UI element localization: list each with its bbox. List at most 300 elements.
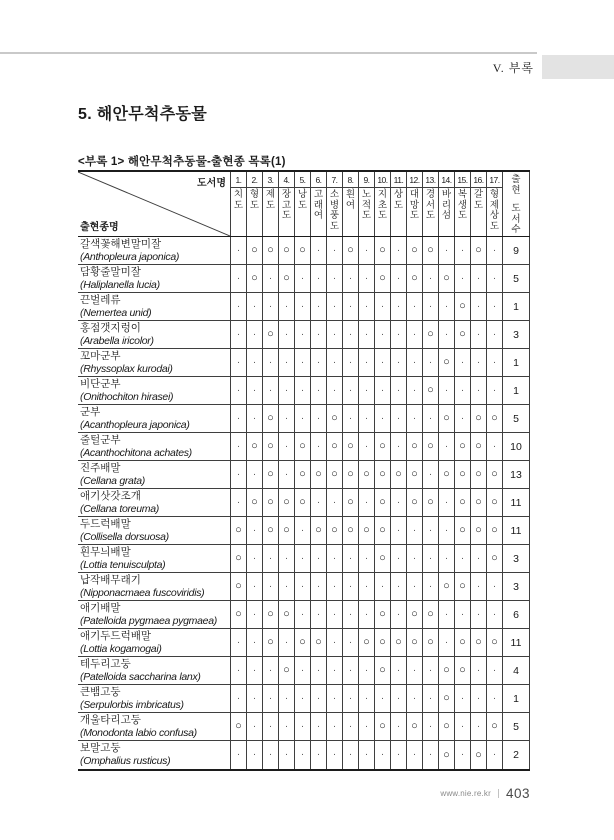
presence-cell [278, 545, 294, 572]
species-korean-name: 갈색꽃해변말미잘 [80, 238, 162, 250]
island-name-char: 낭 [297, 189, 308, 200]
presence-cell [486, 685, 502, 712]
species-cell [78, 573, 230, 600]
footer-divider [498, 789, 499, 798]
absence-dot: · [252, 412, 257, 424]
absence-dot: · [252, 524, 257, 536]
absence-dot: · [396, 328, 401, 340]
species-cell [78, 377, 230, 404]
presence-cell [438, 601, 454, 628]
presence-cell [486, 657, 502, 684]
total-count-cell: 11 [502, 517, 530, 544]
presence-circle: ○ [267, 328, 274, 340]
presence-circle: ○ [299, 636, 306, 648]
absence-dot: · [492, 692, 497, 704]
presence-cell [326, 545, 342, 572]
presence-cell [406, 265, 422, 292]
species-cell [78, 685, 230, 712]
absence-dot: · [460, 749, 465, 760]
species-latin-name: (Cellana toreuma) [80, 503, 159, 515]
absence-dot: · [444, 552, 449, 564]
presence-cell [326, 573, 342, 600]
species-cell [78, 237, 230, 264]
presence-cell [486, 545, 502, 572]
absence-dot: · [380, 692, 385, 704]
presence-circle: ○ [347, 496, 354, 508]
absence-dot: · [444, 300, 449, 312]
absence-dot: · [348, 692, 353, 704]
presence-cell [454, 545, 470, 572]
presence-cell [262, 405, 278, 432]
presence-circle: ○ [459, 440, 466, 452]
presence-cell [422, 517, 438, 544]
island-column-header [246, 172, 262, 236]
presence-cell [406, 321, 422, 348]
presence-cell [422, 349, 438, 376]
presence-cell [470, 321, 486, 348]
presence-cell [326, 461, 342, 488]
presence-cell [262, 657, 278, 684]
presence-cell [454, 713, 470, 740]
absence-dot: · [284, 636, 289, 648]
presence-circle: ○ [331, 468, 338, 480]
absence-dot: · [316, 552, 321, 564]
presence-cell [406, 741, 422, 769]
absence-dot: · [252, 384, 257, 396]
presence-cell [486, 237, 502, 264]
island-name-char: 흰 [345, 189, 356, 200]
presence-cell [470, 377, 486, 404]
presence-cell [262, 489, 278, 516]
presence-cell [326, 237, 342, 264]
presence-cell [374, 573, 390, 600]
species-korean-name: 비단군부 [80, 378, 121, 390]
absence-dot: · [236, 300, 241, 312]
total-header-char: 도 [511, 203, 521, 215]
island-number: 8. [343, 172, 358, 188]
absence-dot: · [412, 356, 417, 368]
presence-cell [310, 741, 326, 769]
absence-dot: · [316, 356, 321, 368]
presence-cell [470, 293, 486, 320]
absence-dot: · [492, 580, 497, 592]
presence-cell [342, 685, 358, 712]
presence-cell [486, 573, 502, 600]
presence-cell [390, 489, 406, 516]
absence-dot: · [332, 328, 337, 340]
presence-cell [470, 489, 486, 516]
island-number: 10. [375, 172, 390, 188]
absence-dot: · [460, 692, 465, 704]
presence-circle: ○ [315, 636, 322, 648]
presence-cell [486, 713, 502, 740]
presence-cell [278, 713, 294, 740]
total-count-cell: 1 [502, 685, 530, 712]
presence-cell [438, 685, 454, 712]
island-name [439, 188, 454, 236]
absence-dot: · [492, 440, 497, 452]
presence-circle: ○ [443, 468, 450, 480]
island-name [391, 188, 406, 236]
presence-cell [422, 265, 438, 292]
presence-cell [326, 489, 342, 516]
presence-cell [310, 657, 326, 684]
presence-cell [374, 349, 390, 376]
presence-cell [230, 657, 246, 684]
presence-circle: ○ [267, 440, 274, 452]
species-latin-name: (Acanthochitona achates) [80, 447, 192, 459]
island-name-char: 병 [329, 199, 340, 211]
presence-cell [486, 293, 502, 320]
presence-cell [326, 265, 342, 292]
absence-dot: · [492, 749, 497, 760]
presence-circle: ○ [379, 720, 386, 732]
presence-cell [438, 321, 454, 348]
presence-cell [390, 517, 406, 544]
absence-dot: · [252, 356, 257, 368]
absence-dot: · [364, 664, 369, 676]
absence-dot: · [268, 384, 273, 396]
presence-circle: ○ [379, 272, 386, 284]
presence-cell [470, 629, 486, 656]
absence-dot: · [252, 300, 257, 312]
absence-dot: · [348, 272, 353, 284]
presence-cell [310, 349, 326, 376]
absence-dot: · [460, 412, 465, 424]
presence-cell [374, 601, 390, 628]
absence-dot: · [364, 552, 369, 564]
presence-cell [278, 349, 294, 376]
presence-circle: ○ [395, 468, 402, 480]
presence-circle: ○ [235, 608, 242, 620]
species-korean-name: 꼬마군부 [80, 350, 121, 362]
presence-circle: ○ [315, 468, 322, 480]
island-name-char: 도 [377, 210, 388, 222]
presence-cell [278, 741, 294, 769]
absence-dot: · [380, 356, 385, 368]
presence-cell [342, 265, 358, 292]
presence-cell [342, 321, 358, 348]
presence-cell [374, 405, 390, 432]
absence-dot: · [268, 356, 273, 368]
island-name-char: 도 [297, 199, 308, 211]
presence-cell [230, 685, 246, 712]
presence-cell [246, 321, 262, 348]
presence-cell [486, 377, 502, 404]
presence-cell [310, 321, 326, 348]
presence-circle: ○ [299, 468, 306, 480]
table-row [78, 629, 530, 657]
presence-cell [406, 685, 422, 712]
presence-cell [390, 321, 406, 348]
island-name-char: 도 [409, 210, 420, 222]
presence-cell [422, 293, 438, 320]
section-label: V. 부록 [492, 61, 534, 75]
presence-cell [326, 405, 342, 432]
absence-dot: · [236, 328, 241, 340]
absence-dot: · [492, 384, 497, 396]
presence-cell [262, 377, 278, 404]
presence-cell [342, 741, 358, 769]
species-cell [78, 517, 230, 544]
absence-dot: · [364, 720, 369, 732]
presence-circle: ○ [251, 272, 258, 284]
presence-cell [326, 349, 342, 376]
presence-cell [390, 293, 406, 320]
presence-cell [294, 713, 310, 740]
absence-dot: · [300, 692, 305, 704]
island-name [407, 188, 422, 236]
species-korean-name: 애기두드럭배말 [80, 630, 152, 642]
absence-dot: · [476, 272, 481, 284]
species-latin-name: (Serpulorbis imbricatus) [80, 699, 184, 711]
presence-cell [358, 433, 374, 460]
absence-dot: · [492, 356, 497, 368]
absence-dot: · [316, 496, 321, 508]
presence-cell [390, 377, 406, 404]
presence-cell [454, 517, 470, 544]
absence-dot: · [364, 608, 369, 620]
presence-cell [246, 685, 262, 712]
presence-cell [486, 629, 502, 656]
presence-circle: ○ [475, 440, 482, 452]
absence-dot: · [428, 272, 433, 284]
absence-dot: · [428, 412, 433, 424]
presence-cell [230, 601, 246, 628]
absence-dot: · [300, 384, 305, 396]
absence-dot: · [300, 580, 305, 592]
island-name-char: 지 [377, 189, 388, 200]
species-latin-name: (Monodonta labio confusa) [80, 727, 197, 739]
presence-cell [470, 349, 486, 376]
presence-circle: ○ [411, 636, 418, 648]
absence-dot: · [492, 300, 497, 312]
section-tab-marker [542, 55, 614, 79]
absence-dot: · [444, 440, 449, 452]
presence-cell [422, 685, 438, 712]
presence-circle: ○ [427, 496, 434, 508]
absence-dot: · [396, 244, 401, 256]
presence-circle: ○ [379, 636, 386, 648]
absence-dot: · [348, 608, 353, 620]
absence-dot: · [236, 496, 241, 508]
total-count-cell: 3 [502, 573, 530, 600]
absence-dot: · [412, 664, 417, 676]
presence-cell [342, 601, 358, 628]
absence-dot: · [492, 244, 497, 256]
table-row [78, 545, 530, 573]
presence-circle: ○ [331, 440, 338, 452]
presence-cell [326, 601, 342, 628]
absence-dot: · [396, 496, 401, 508]
island-name-char: 도 [473, 199, 484, 211]
presence-cell [358, 489, 374, 516]
presence-circle: ○ [491, 468, 498, 480]
total-header-char: 출 [511, 174, 521, 185]
presence-circle: ○ [251, 244, 258, 256]
presence-cell [470, 405, 486, 432]
table-row [78, 489, 530, 517]
species-cell [78, 741, 230, 769]
island-name [311, 188, 326, 236]
presence-cell [262, 601, 278, 628]
presence-circle: ○ [475, 636, 482, 648]
presence-cell [390, 433, 406, 460]
presence-cell [342, 545, 358, 572]
presence-cell [422, 489, 438, 516]
island-number: 11. [391, 172, 406, 188]
presence-cell [406, 293, 422, 320]
absence-dot: · [236, 440, 241, 452]
presence-cell [262, 461, 278, 488]
presence-cell [262, 349, 278, 376]
presence-circle: ○ [459, 468, 466, 480]
presence-cell [358, 685, 374, 712]
presence-cell [422, 545, 438, 572]
island-name-char: 도 [457, 210, 468, 222]
presence-cell [326, 741, 342, 769]
species-latin-name: (Patelloida pygmaea pygmaea) [80, 615, 217, 627]
island-name-char: 여 [345, 199, 356, 211]
presence-cell [278, 237, 294, 264]
table-row [78, 349, 530, 377]
table-row [78, 293, 530, 321]
absence-dot: · [428, 356, 433, 368]
absence-dot: · [444, 496, 449, 508]
absence-dot: · [236, 384, 241, 396]
species-latin-name: (Lottia kogamogai) [80, 643, 162, 655]
presence-circle: ○ [443, 720, 450, 732]
absence-dot: · [444, 636, 449, 648]
presence-circle: ○ [235, 580, 242, 592]
total-count-cell: 11 [502, 629, 530, 656]
presence-cell [246, 265, 262, 292]
presence-cell [310, 461, 326, 488]
presence-circle: ○ [443, 748, 450, 761]
total-count-cell: 1 [502, 349, 530, 376]
species-latin-name: (Anthopleura japonica) [80, 251, 180, 263]
presence-cell [246, 433, 262, 460]
presence-cell [438, 377, 454, 404]
presence-cell [262, 629, 278, 656]
presence-cell [454, 657, 470, 684]
presence-cell [358, 405, 374, 432]
presence-cell [390, 601, 406, 628]
island-name-char: 제 [265, 189, 276, 200]
presence-circle: ○ [443, 692, 450, 704]
absence-dot: · [252, 328, 257, 340]
presence-cell [310, 377, 326, 404]
presence-cell [278, 629, 294, 656]
total-header-char: 서 [511, 213, 521, 225]
island-name-char: 형 [249, 189, 260, 200]
island-name-char: 생 [457, 199, 468, 211]
absence-dot: · [364, 749, 369, 760]
presence-cell [470, 657, 486, 684]
island-number: 1. [231, 172, 246, 188]
absence-dot: · [380, 580, 385, 592]
absence-dot: · [444, 384, 449, 396]
absence-dot: · [316, 720, 321, 732]
presence-cell [358, 629, 374, 656]
absence-dot: · [316, 272, 321, 284]
island-name-char: 갈 [473, 189, 484, 200]
presence-cell [246, 461, 262, 488]
presence-cell [438, 461, 454, 488]
presence-circle: ○ [283, 496, 290, 508]
absence-dot: · [348, 664, 353, 676]
presence-cell [310, 433, 326, 460]
presence-cell [278, 657, 294, 684]
header-rule [0, 52, 537, 54]
presence-cell [294, 545, 310, 572]
presence-cell [310, 545, 326, 572]
species-korean-name: 큰뱀고둥 [80, 686, 121, 698]
presence-cell [470, 601, 486, 628]
presence-cell [438, 545, 454, 572]
presence-circle: ○ [411, 468, 418, 480]
species-korean-name: 줄털군부 [80, 434, 121, 446]
presence-circle: ○ [251, 496, 258, 508]
presence-circle: ○ [267, 496, 274, 508]
presence-circle: ○ [443, 664, 450, 676]
absence-dot: · [412, 552, 417, 564]
island-name [455, 188, 470, 236]
presence-cell [294, 265, 310, 292]
presence-cell [422, 461, 438, 488]
presence-circle: ○ [427, 608, 434, 620]
absence-dot: · [300, 328, 305, 340]
presence-cell [374, 545, 390, 572]
presence-circle: ○ [251, 440, 258, 452]
absence-dot: · [348, 356, 353, 368]
presence-cell [310, 573, 326, 600]
absence-dot: · [364, 692, 369, 704]
absence-dot: · [444, 524, 449, 536]
presence-circle: ○ [411, 440, 418, 452]
species-cell [78, 713, 230, 740]
absence-dot: · [460, 720, 465, 732]
presence-cell [390, 237, 406, 264]
island-column-header [470, 172, 486, 236]
presence-cell [230, 237, 246, 264]
absence-dot: · [284, 412, 289, 424]
absence-dot: · [316, 664, 321, 676]
absence-dot: · [236, 356, 241, 368]
absence-dot: · [476, 720, 481, 732]
total-count-cell: 5 [502, 405, 530, 432]
presence-cell [294, 237, 310, 264]
table-caption: <부록 1> 해안무척추동물-출현종 목록(1) [78, 156, 286, 168]
presence-cell [294, 573, 310, 600]
presence-cell [486, 433, 502, 460]
absence-dot: · [364, 356, 369, 368]
absence-dot: · [380, 300, 385, 312]
presence-cell [390, 405, 406, 432]
island-column-header [326, 172, 342, 236]
presence-cell [310, 237, 326, 264]
presence-circle: ○ [459, 636, 466, 648]
presence-cell [486, 405, 502, 432]
total-count-cell: 11 [502, 489, 530, 516]
absence-dot: · [268, 552, 273, 564]
presence-cell [326, 293, 342, 320]
absence-dot: · [236, 412, 241, 424]
species-occurrence-table [78, 170, 530, 771]
island-name-char: 섬 [441, 210, 452, 222]
absence-dot: · [476, 552, 481, 564]
species-korean-name: 납작배무래기 [80, 574, 141, 586]
